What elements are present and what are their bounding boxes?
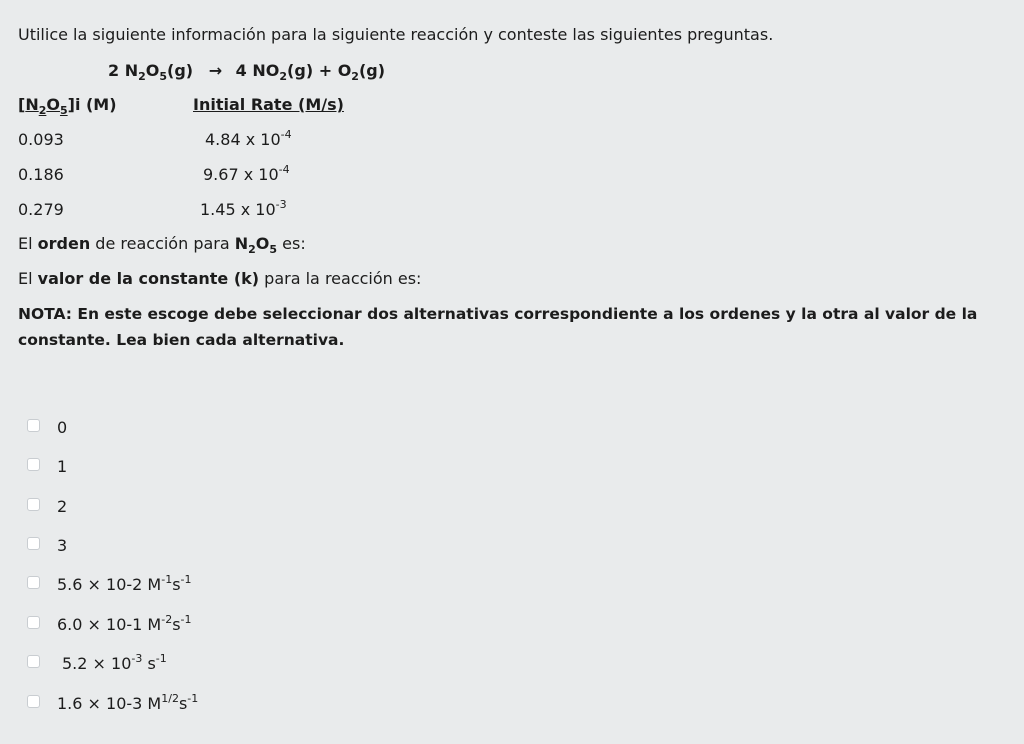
option-5-base: 6.0 × 10-1 M bbox=[57, 615, 162, 634]
option-3-checkbox[interactable] bbox=[27, 537, 40, 550]
plus-sign: + bbox=[318, 61, 333, 80]
option-5-checkbox[interactable] bbox=[27, 616, 40, 629]
option-4-mid: s bbox=[172, 575, 181, 594]
option-7-label bbox=[57, 694, 198, 716]
reaction-equation bbox=[108, 61, 385, 83]
option-4-checkbox[interactable] bbox=[27, 576, 40, 589]
header-sub-2: 5 bbox=[59, 104, 68, 117]
table-header-concentration bbox=[18, 95, 117, 117]
q1-part-3: es: bbox=[277, 234, 306, 253]
option-2-checkbox[interactable] bbox=[27, 498, 40, 511]
option-0-label: 0 bbox=[57, 418, 68, 437]
note-line-1: NOTA: En este escoge debe seleccionar dos alternativas correspondiente a los ordenes y la otra al valor de la bbox=[18, 305, 978, 323]
question-constant bbox=[18, 269, 421, 289]
q1-sub-1: 2 bbox=[248, 243, 256, 256]
table-row-3-rate bbox=[200, 200, 287, 222]
q1-sub-2: 5 bbox=[269, 243, 278, 256]
table-header-rate: Initial Rate (M/s) bbox=[193, 95, 344, 114]
table-row-2-rate bbox=[203, 165, 290, 187]
table-row-1-conc: 0.093 bbox=[18, 130, 64, 149]
option-4-base: 5.6 × 10-2 M bbox=[57, 575, 162, 594]
reaction-arrow-icon: → bbox=[208, 61, 223, 80]
table-row-1-rate bbox=[205, 130, 292, 152]
option-6-checkbox[interactable] bbox=[27, 655, 40, 668]
q2-bold: valor de la constante (k) bbox=[37, 269, 260, 288]
q1-part-1: El bbox=[18, 234, 38, 253]
header-bracket-close: ] bbox=[67, 95, 75, 114]
option-6-base: 5.2 × 10 bbox=[62, 654, 132, 673]
option-5-exp-1: -2 bbox=[161, 613, 173, 626]
reaction-coef-2: 4 bbox=[235, 61, 247, 80]
reactant-o: O bbox=[145, 61, 160, 80]
q2-part-2: para la reacción es: bbox=[259, 269, 422, 288]
rate-base: 4.84 x 10 bbox=[205, 130, 281, 149]
option-6-exp-1: -3 bbox=[131, 652, 143, 665]
option-7-mid: s bbox=[178, 694, 188, 713]
product-2-state: (g) bbox=[358, 61, 386, 80]
intro-text: Utilice la siguiente información para la siguiente reacción y conteste las siguientes preguntas. bbox=[18, 25, 774, 44]
rate-base: 9.67 x 10 bbox=[203, 165, 279, 184]
option-5-exp-2: -1 bbox=[180, 613, 192, 626]
product-1: NO bbox=[252, 61, 280, 80]
header-n: N bbox=[25, 95, 39, 114]
header-sub-1: 2 bbox=[38, 104, 47, 117]
product-2: O bbox=[337, 61, 352, 80]
product-1-sub: 2 bbox=[279, 70, 288, 83]
option-6-label bbox=[62, 654, 167, 676]
option-5-mid: s bbox=[172, 615, 181, 634]
rate-base: 1.45 x 10 bbox=[200, 200, 276, 219]
option-7-exp-1: 1/2 bbox=[161, 692, 179, 705]
option-7-base: 1.6 × 10-3 M bbox=[57, 694, 162, 713]
reactant-n: N bbox=[124, 61, 139, 80]
option-1-label: 1 bbox=[57, 457, 68, 476]
option-1-checkbox[interactable] bbox=[27, 458, 40, 471]
table-row-3-conc: 0.279 bbox=[18, 200, 64, 219]
option-5-label bbox=[57, 615, 192, 637]
product-2-sub: 2 bbox=[351, 70, 359, 83]
header-rest: i (M) bbox=[74, 95, 117, 114]
option-2-label: 2 bbox=[57, 497, 68, 516]
rate-exp: -4 bbox=[278, 163, 290, 176]
q1-part-2: de reacción para bbox=[90, 234, 235, 253]
note-line-2: constante. Lea bien cada alternativa. bbox=[18, 331, 345, 349]
reaction-coef-1: 2 bbox=[108, 61, 120, 80]
question-order bbox=[18, 234, 306, 256]
option-6-mid: s bbox=[142, 654, 156, 673]
q1-bold: orden bbox=[37, 234, 91, 253]
header-o: O bbox=[46, 95, 60, 114]
q1-o: O bbox=[255, 234, 270, 253]
product-1-state: (g) bbox=[287, 61, 314, 80]
option-3-label: 3 bbox=[57, 536, 68, 555]
q2-part-1: El bbox=[18, 269, 38, 288]
q1-n: N bbox=[234, 234, 249, 253]
header-bracket-open: [ bbox=[18, 95, 26, 114]
option-4-exp-1: -1 bbox=[161, 573, 173, 586]
rate-exp: -4 bbox=[280, 128, 292, 141]
option-4-exp-2: -1 bbox=[180, 573, 192, 586]
option-0-checkbox[interactable] bbox=[27, 419, 40, 432]
option-7-checkbox[interactable] bbox=[27, 695, 40, 708]
option-7-exp-2: -1 bbox=[187, 692, 199, 705]
option-6-exp-2: -1 bbox=[155, 652, 167, 665]
option-4-label bbox=[57, 575, 192, 597]
reactant-state: (g) bbox=[167, 61, 194, 80]
reactant-sub-2: 5 bbox=[159, 70, 168, 83]
rate-exp: -3 bbox=[275, 198, 287, 211]
reactant-sub-1: 2 bbox=[138, 70, 146, 83]
table-row-2-conc: 0.186 bbox=[18, 165, 64, 184]
